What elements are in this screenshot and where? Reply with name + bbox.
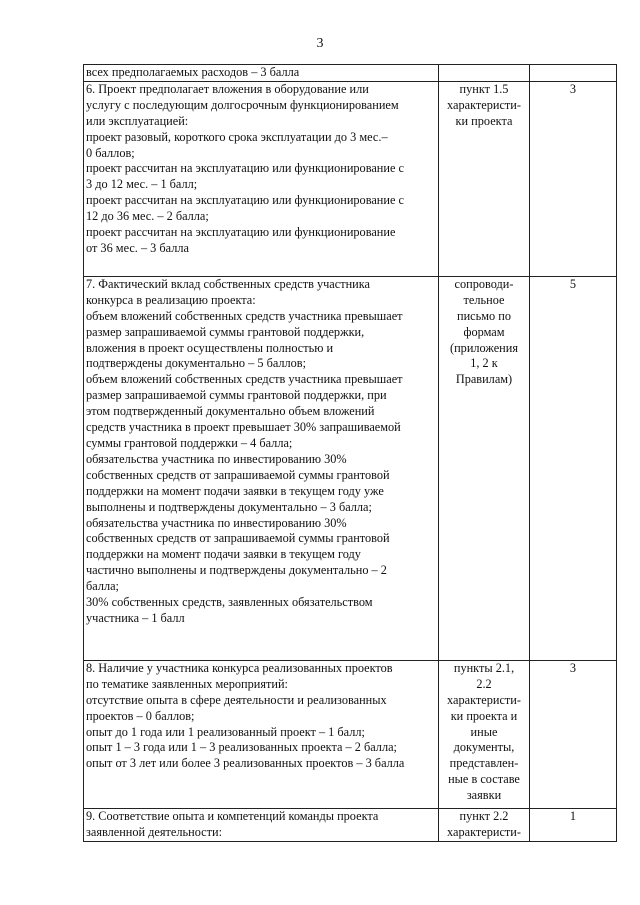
criterion-line: проект рассчитан на эксплуатацию или функционирование с <box>86 161 404 176</box>
source-line: (приложения <box>450 340 518 355</box>
criterion-line: размер запрашиваемой суммы грантовой поддержки, <box>86 324 365 339</box>
table-row <box>84 81 617 276</box>
source-line: формам <box>463 324 505 339</box>
criterion-line: объем вложений собственных средств участника превышает <box>86 308 403 323</box>
criterion-line: заявленной деятельности: <box>86 824 222 839</box>
score-cell: 1 <box>530 808 617 841</box>
source-line: сопроводи- <box>454 276 514 291</box>
criterion-line: участника – 1 балл <box>86 610 185 625</box>
criterion-line: всех предполагаемых расходов – 3 балла <box>86 65 300 79</box>
page-number: 3 <box>316 36 324 51</box>
score-cell: 5 <box>530 276 617 660</box>
source-line: 1, 2 к <box>470 356 498 371</box>
criteria-table <box>83 64 617 842</box>
criterion-line: проект разовый, короткого срока эксплуатации до 3 мес.– <box>86 129 388 144</box>
criterion-line: проектов – 0 баллов; <box>86 708 195 723</box>
criterion-line: выполнены и подтверждены документально – 3 балла; <box>86 499 372 514</box>
criterion-line: 6. Проект предполагает вложения в оборудование или <box>86 81 369 96</box>
score-cell: 3 <box>530 660 617 808</box>
criterion-line: опыт 1 – 3 года или 1 – 3 реализованных проекта – 2 балла; <box>86 740 397 755</box>
criterion-line: суммы грантовой поддержки – 4 балла; <box>86 435 293 450</box>
table-row <box>84 276 617 660</box>
source-line: характеристи- <box>447 692 521 707</box>
criterion-line: обязательства участника по инвестированию 30% <box>86 515 347 530</box>
criterion-line: объем вложений собственных средств участника превышает <box>86 372 403 387</box>
source-line: 2.2 <box>476 676 492 691</box>
criterion-line: отсутствие опыта в сфере деятельности и реализованных <box>86 692 387 707</box>
criterion-line: от 36 мес. – 3 балла <box>86 240 189 255</box>
criterion-line: этом подтвержденный документально объем вложений <box>86 404 375 419</box>
criterion-line: частично выполнены и подтверждены документально – 2 <box>86 563 387 578</box>
criterion-cell <box>84 65 439 82</box>
criterion-line: собственных средств от запрашиваемой суммы грантовой <box>86 467 390 482</box>
source-line: представлен- <box>449 756 519 771</box>
criterion-line: 7. Фактический вклад собственных средств участника <box>86 276 370 291</box>
criterion-cell <box>84 276 439 660</box>
criterion-line: опыт от 3 лет или более 3 реализованных проектов – 3 балла <box>86 756 405 771</box>
table-row <box>84 660 617 808</box>
criterion-line: балла; <box>86 579 119 594</box>
criterion-line: 3 до 12 мес. – 1 балл; <box>86 177 198 192</box>
source-line: характеристи- <box>447 97 521 112</box>
source-line: ки проекта и <box>450 708 518 723</box>
source-line: характеристи- <box>447 824 521 839</box>
table-row <box>84 65 617 82</box>
source-cell <box>439 81 530 276</box>
criterion-line: по тематике заявленных мероприятий: <box>86 676 288 691</box>
criterion-line: или эксплуатацией: <box>86 113 189 128</box>
criterion-line: проект рассчитан на эксплуатацию или функционирование <box>86 225 396 240</box>
criterion-cell <box>84 660 439 808</box>
criterion-line: поддержки на момент подачи заявки в текущем году <box>86 547 361 562</box>
source-line: тельное <box>463 292 505 307</box>
table-row <box>84 808 617 841</box>
source-line: пункт 1.5 <box>459 81 509 96</box>
criterion-line: 12 до 36 мес. – 2 балла; <box>86 209 209 224</box>
criterion-line: 9. Соответствие опыта и компетенций команды проекта <box>86 808 379 823</box>
source-cell <box>439 808 530 841</box>
criterion-line: подтверждены документально – 5 баллов; <box>86 356 307 371</box>
criterion-line: обязательства участника по инвестированию 30% <box>86 451 347 466</box>
criterion-cell <box>84 81 439 276</box>
criterion-line: вложения в проект осуществлены полностью и <box>86 340 334 355</box>
criterion-line: 0 баллов; <box>86 145 135 160</box>
source-line: заявки <box>466 788 502 803</box>
criterion-cell <box>84 808 439 841</box>
source-line: ные в составе <box>448 772 520 787</box>
source-line: ки проекта <box>455 113 513 128</box>
criterion-line: конкурса в реализацию проекта: <box>86 292 256 307</box>
score-cell: 3 <box>530 81 617 276</box>
criterion-line: размер запрашиваемой суммы грантовой поддержки, при <box>86 388 387 403</box>
criterion-line: 30% собственных средств, заявленных обязательством <box>86 595 373 610</box>
source-cell <box>439 276 530 660</box>
criterion-line: опыт до 1 года или 1 реализованный проект – 1 балл; <box>86 724 365 739</box>
criterion-line: поддержки на момент подачи заявки в текущем году уже <box>86 483 384 498</box>
source-cell <box>439 660 530 808</box>
score-cell <box>530 65 617 82</box>
source-line: иные <box>470 724 498 739</box>
source-line: документы, <box>453 740 515 755</box>
source-cell <box>439 65 530 82</box>
source-line: пункты 2.1, <box>453 660 515 675</box>
criterion-line: 8. Наличие у участника конкурса реализованных проектов <box>86 660 393 675</box>
source-line: пункт 2.2 <box>459 808 509 823</box>
source-line: письмо по <box>457 308 511 323</box>
criterion-line: услугу с последующим долгосрочным функционированием <box>86 97 399 112</box>
criterion-line: собственных средств от запрашиваемой суммы грантовой <box>86 531 390 546</box>
source-line: Правилам) <box>455 372 513 387</box>
criterion-line: средств участника в проект превышает 30% запрашиваемой <box>86 420 401 435</box>
criterion-line: проект рассчитан на эксплуатацию или функционирование с <box>86 193 404 208</box>
